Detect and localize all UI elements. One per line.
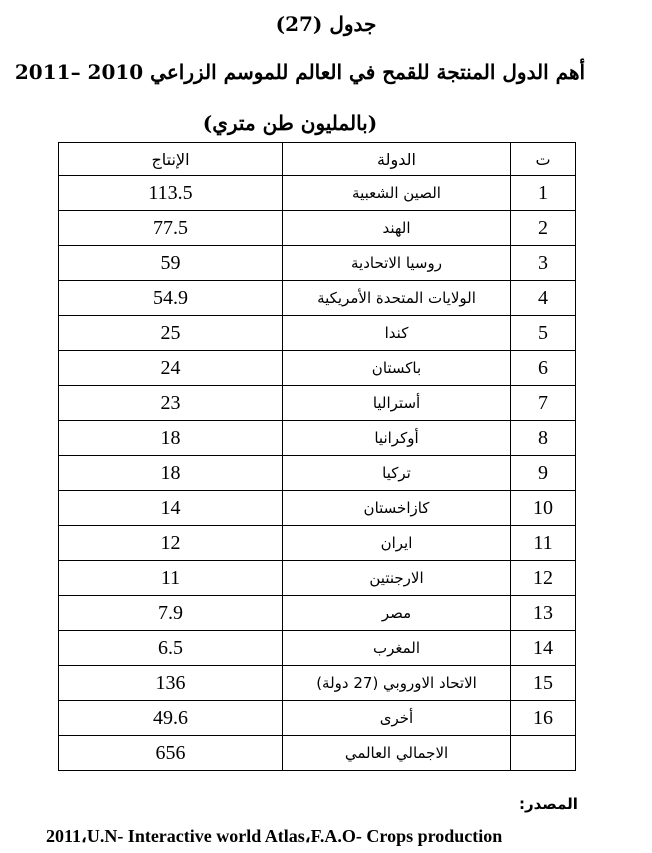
table-title: أهم الدول المنتجة للقمح في العالم للموسم الزراعي 2010 –2011: [14, 60, 586, 84]
cell-country: أستراليا: [283, 386, 511, 421]
cell-number: 4: [511, 281, 576, 316]
cell-production: 11: [59, 561, 283, 596]
cell-country: الهند: [283, 211, 511, 246]
cell-number: 14: [511, 631, 576, 666]
cell-country: أوكرانيا: [283, 421, 511, 456]
wheat-production-table: [58, 142, 576, 771]
cell-country: الاتحاد الاوروبي (27 دولة): [283, 666, 511, 701]
cell-country: أخرى: [283, 701, 511, 736]
cell-production: 54.9: [59, 281, 283, 316]
cell-production: 14: [59, 491, 283, 526]
cell-country: كندا: [283, 316, 511, 351]
cell-number: 8: [511, 421, 576, 456]
cell-production: 23: [59, 386, 283, 421]
table-row: [59, 596, 576, 631]
table-row: [59, 666, 576, 701]
table-row: [59, 316, 576, 351]
cell-country: الصين الشعبية: [283, 176, 511, 211]
header-production: الإنتاج: [59, 143, 283, 176]
table-row: [59, 491, 576, 526]
table-row: [59, 386, 576, 421]
table-row: [59, 701, 576, 736]
table-row: [59, 211, 576, 246]
source-text: 2011،U.N- Interactive world Atlas،F.A.O- Crops production: [46, 826, 503, 846]
cell-production: 6.5: [59, 631, 283, 666]
cell-number: 13: [511, 596, 576, 631]
cell-production: 18: [59, 421, 283, 456]
source-label: المصدر:: [519, 795, 578, 813]
table-row: [59, 246, 576, 281]
cell-production: 25: [59, 316, 283, 351]
cell-production: 59: [59, 246, 283, 281]
header-number: ت: [511, 143, 576, 176]
cell-country: كازاخستان: [283, 491, 511, 526]
cell-number: 1: [511, 176, 576, 211]
table-row: [59, 351, 576, 386]
cell-production: 12: [59, 526, 283, 561]
cell-number: 6: [511, 351, 576, 386]
cell-country: ايران: [283, 526, 511, 561]
table-row: [59, 561, 576, 596]
cell-country: مصر: [283, 596, 511, 631]
cell-country: روسيا الاتحادية: [283, 246, 511, 281]
cell-number: 11: [511, 526, 576, 561]
table-row: [59, 176, 576, 211]
cell-number: 15: [511, 666, 576, 701]
cell-number: 16: [511, 701, 576, 736]
cell-production: 49.6: [59, 701, 283, 736]
cell-production: 24: [59, 351, 283, 386]
cell-number: 3: [511, 246, 576, 281]
table-total-row: [59, 736, 576, 771]
cell-country: باكستان: [283, 351, 511, 386]
table-unit: (بالمليون طن متري): [202, 111, 378, 135]
header-country: الدولة: [283, 143, 511, 176]
cell-number: 7: [511, 386, 576, 421]
cell-production: 18: [59, 456, 283, 491]
cell-production: 136: [59, 666, 283, 701]
cell-production: 77.5: [59, 211, 283, 246]
cell-country: تركيا: [283, 456, 511, 491]
cell-country: المغرب: [283, 631, 511, 666]
cell-total-number: [511, 736, 576, 771]
cell-number: 12: [511, 561, 576, 596]
cell-country: الولايات المتحدة الأمريكية: [283, 281, 511, 316]
cell-number: 9: [511, 456, 576, 491]
table-row: [59, 281, 576, 316]
cell-country: الارجنتين: [283, 561, 511, 596]
cell-number: 10: [511, 491, 576, 526]
table-row: [59, 421, 576, 456]
table-header-row: [59, 143, 576, 176]
table-row: [59, 456, 576, 491]
cell-number: 5: [511, 316, 576, 351]
table-number: جدول (27): [275, 12, 377, 36]
table-row: [59, 526, 576, 561]
cell-production: 113.5: [59, 176, 283, 211]
table-row: [59, 631, 576, 666]
cell-total-label: الاجمالي العالمي: [283, 736, 511, 771]
cell-total-production: 656: [59, 736, 283, 771]
cell-number: 2: [511, 211, 576, 246]
cell-production: 7.9: [59, 596, 283, 631]
